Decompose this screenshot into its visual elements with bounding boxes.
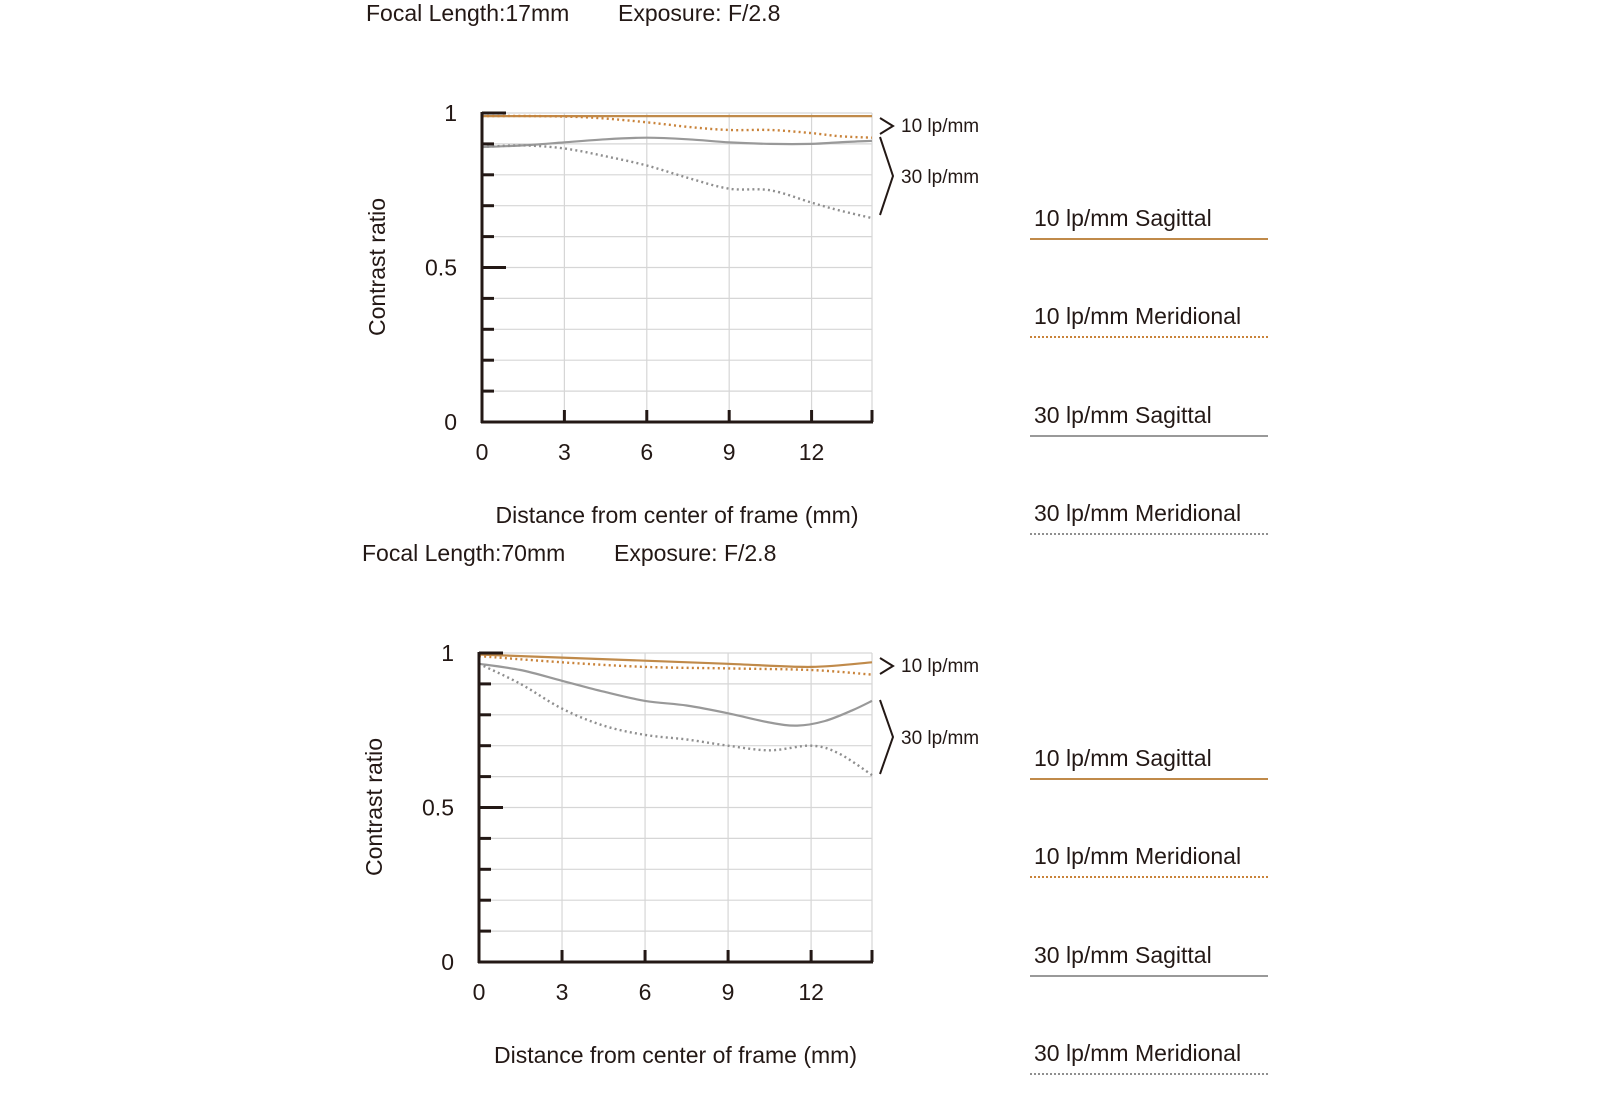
- legend-swatch: [1030, 336, 1268, 338]
- x-axis-title: Distance from center of frame (mm): [494, 1042, 857, 1068]
- bracket-10: [880, 658, 893, 674]
- x-tick-label: 12: [798, 439, 825, 465]
- x-tick-label: 0: [475, 439, 489, 465]
- y-tick-label: 1: [441, 640, 454, 666]
- x-tick-label: 9: [722, 439, 736, 465]
- series-line: [482, 145, 872, 218]
- mtf-chart-17mm: [0, 0, 1600, 540]
- legend-label: 10 lp/mm Sagittal: [1034, 205, 1212, 231]
- legend-item-30-meridional: [1030, 1040, 1270, 1080]
- legend-item-30-sagittal: [1030, 942, 1270, 982]
- legend-swatch: [1030, 435, 1268, 437]
- series-line: [479, 664, 872, 775]
- legend-item-30-meridional: [1030, 500, 1270, 540]
- focal-length-label: Focal Length:70mm: [362, 540, 566, 566]
- series-line: [482, 116, 872, 138]
- series-line: [479, 656, 872, 675]
- legend-item-10-meridional: [1030, 843, 1270, 883]
- legend-label: 30 lp/mm Sagittal: [1034, 942, 1212, 968]
- legend-swatch: [1030, 778, 1268, 780]
- bracket-label-10: 10 lp/mm: [901, 656, 980, 677]
- mtf-plot: [0, 0, 1600, 540]
- mtf-chart-70mm: [0, 540, 1600, 1080]
- x-tick-label: 3: [557, 439, 571, 465]
- y-tick-label: 0.5: [425, 254, 457, 281]
- x-tick-label: 9: [721, 979, 735, 1005]
- legend-item-10-sagittal: [1030, 745, 1270, 785]
- x-tick-label: 6: [638, 979, 652, 1005]
- x-tick-label: 6: [640, 439, 654, 465]
- y-axis-title: Contrast ratio: [364, 197, 390, 337]
- legend-swatch: [1030, 238, 1268, 240]
- exposure-label: Exposure: F/2.8: [618, 0, 781, 26]
- legend-label: 10 lp/mm Meridional: [1034, 303, 1242, 329]
- y-tick-label: 1: [444, 100, 457, 126]
- legend-label: 10 lp/mm Sagittal: [1034, 745, 1212, 771]
- bracket-label-30: 30 lp/mm: [901, 167, 980, 188]
- bracket-label-30: 30 lp/mm: [901, 728, 980, 749]
- legend-label: 30 lp/mm Meridional: [1034, 500, 1242, 526]
- bracket-10: [880, 118, 893, 134]
- legend-item-10-sagittal: [1030, 205, 1270, 245]
- legend-swatch: [1030, 1073, 1268, 1075]
- bracket-label-10: 10 lp/mm: [901, 116, 980, 137]
- legend-swatch: [1030, 876, 1268, 878]
- bracket-30: [880, 700, 893, 774]
- y-tick-label: 0: [444, 409, 457, 435]
- y-tick-label: 0: [441, 949, 454, 975]
- x-tick-label: 12: [798, 979, 824, 1005]
- x-tick-label: 3: [555, 979, 569, 1005]
- legend-item-10-meridional: [1030, 303, 1270, 343]
- legend-swatch: [1030, 533, 1268, 535]
- exposure-label: Exposure: F/2.8: [614, 540, 777, 566]
- mtf-plot: [0, 540, 1600, 1080]
- bracket-30: [880, 137, 893, 215]
- legend-item-30-sagittal: [1030, 402, 1270, 442]
- focal-length-label: Focal Length:17mm: [366, 0, 570, 26]
- y-tick-label: 0.5: [422, 794, 454, 821]
- series-line: [479, 664, 872, 726]
- legend-label: 30 lp/mm Meridional: [1034, 1040, 1242, 1066]
- x-axis-title: Distance from center of frame (mm): [495, 502, 859, 528]
- legend-swatch: [1030, 975, 1268, 977]
- y-axis-title: Contrast ratio: [361, 737, 387, 877]
- x-tick-label: 0: [472, 979, 486, 1005]
- legend-label: 30 lp/mm Sagittal: [1034, 402, 1212, 428]
- legend-label: 10 lp/mm Meridional: [1034, 843, 1242, 869]
